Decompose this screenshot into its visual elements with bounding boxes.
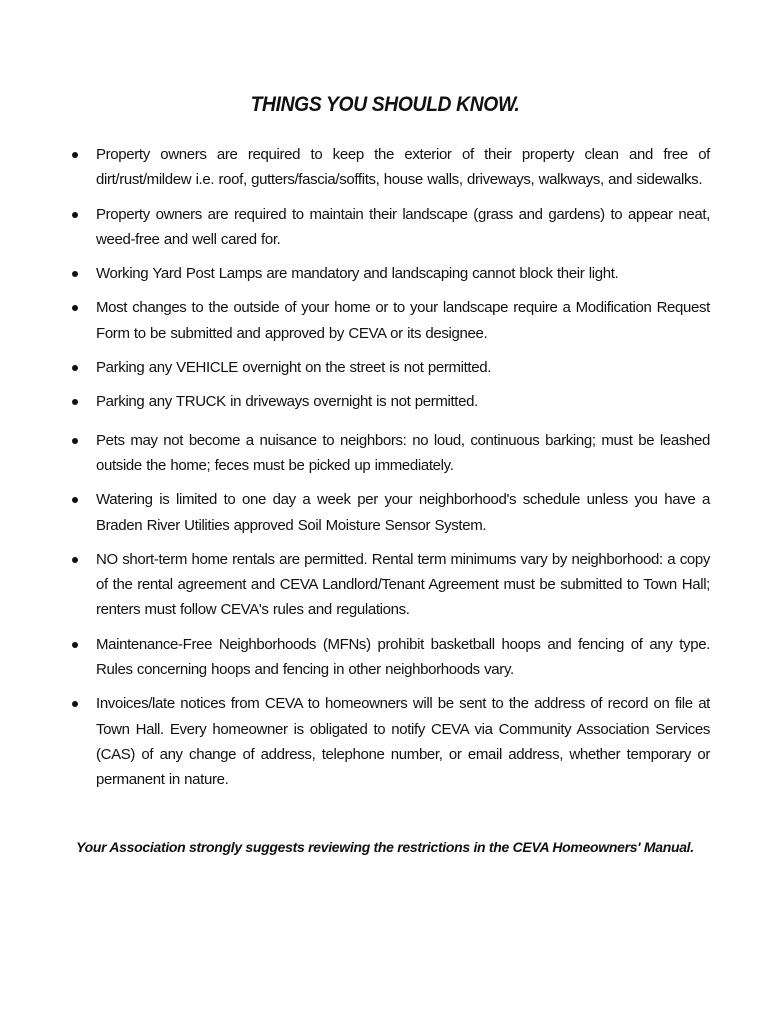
- list-item: [70, 632, 710, 683]
- list-item-text: Working Yard Post Lamps are mandatory and landscaping cannot block their light.: [96, 265, 619, 283]
- list-item: [70, 487, 710, 538]
- list-item: [70, 202, 710, 253]
- list-item-text: Pets may not become a nuisance to neighbors: no loud, continuous barking; must be leashed outside the home; feces must be picked up immediately.: [96, 431, 710, 474]
- list-item-text: Invoices/late notices from CEVA to homeowners will be sent to the address of record on file at Town Hall. Every homeowner is obligated to notify CEVA via Community Association Services (CAS) of any change of address, telephone number, or email address, whether temporary or permanent in nature.: [96, 695, 710, 789]
- list-item: [70, 547, 710, 623]
- bullet-icon: [72, 271, 78, 277]
- bullet-icon: [72, 365, 78, 371]
- list-item-text: Property owners are required to maintain their landscape (grass and gardens) to appear neat, weed-free and well cared for.: [96, 205, 710, 248]
- list-item: [70, 142, 710, 193]
- page-title: THINGS YOU SHOULD KNOW.: [250, 93, 520, 116]
- list-item: [70, 428, 710, 479]
- bullet-icon: [72, 497, 78, 503]
- bullet-icon: [72, 305, 78, 311]
- list-item-text: Most changes to the outside of your home or to your landscape require a Modification Request Form to be submitted and approved by CEVA or its designee.: [96, 299, 710, 342]
- list-item: [70, 261, 710, 286]
- bullet-icon: [72, 399, 78, 405]
- list-item: [70, 691, 710, 792]
- list-item: [70, 295, 710, 346]
- bullet-icon: [72, 701, 78, 707]
- rules-list: [70, 142, 710, 802]
- list-item-text: Property owners are required to keep the exterior of their property clean and free of dirt/rust/mildew i.e. roof, gutters/fascia/soffits, house walls, driveways, walkways, and sidewalks.: [96, 146, 710, 189]
- list-item: [70, 355, 710, 380]
- list-item: [70, 389, 710, 414]
- bullet-icon: [72, 642, 78, 648]
- list-item-text: Parking any TRUCK in driveways overnight is not permitted.: [96, 393, 478, 411]
- closing-note: Your Association strongly suggests reviewing the restrictions in the CEVA Homeowners' Manual.: [76, 839, 694, 855]
- bullet-icon: [72, 212, 78, 218]
- list-item-text: NO short-term home rentals are permitted. Rental term minimums vary by neighborhood: a copy of the rental agreement and CEVA Landlord/Tenant Agreement must be submitted to Town Hall; renters must follow CEVA's rules and regulations.: [96, 550, 710, 619]
- list-item-text: Parking any VEHICLE overnight on the street is not permitted.: [96, 359, 492, 377]
- bullet-icon: [72, 557, 78, 563]
- bullet-icon: [72, 438, 78, 444]
- list-item-text: Watering is limited to one day a week per your neighborhood's schedule unless you have a Braden River Utilities approved Soil Moisture Sensor System.: [96, 491, 710, 534]
- list-item-text: Maintenance-Free Neighborhoods (MFNs) prohibit basketball hoops and fencing of any type. Rules concerning hoops and fencing in other neighborhoods vary.: [96, 635, 710, 679]
- bullet-icon: [72, 152, 78, 158]
